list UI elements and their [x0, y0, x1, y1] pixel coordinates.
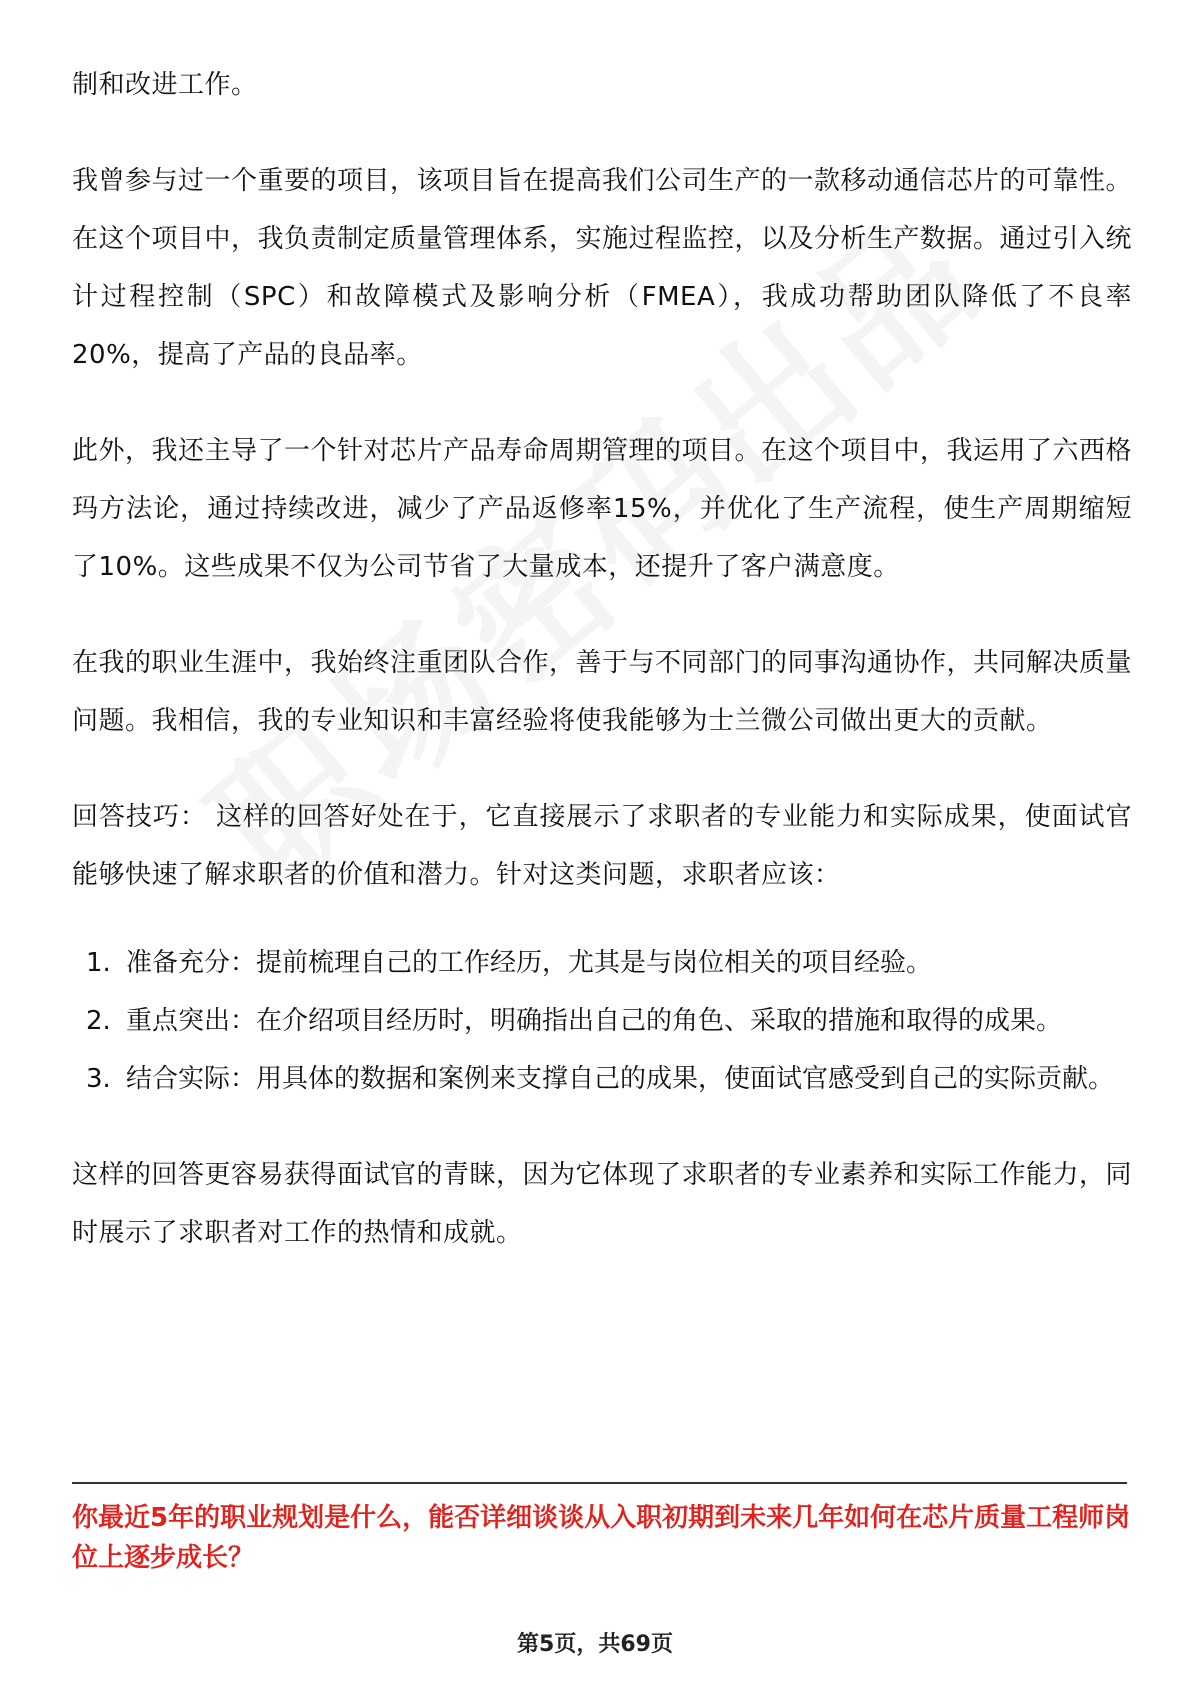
list-item — [72, 934, 1132, 992]
document-body — [72, 56, 1132, 1300]
list-number: 1. — [86, 948, 111, 978]
paragraph-project-lifecycle: 此外，我还主导了一个针对芯片产品寿命周期管理的项目。在这个项目中，我运用了六西格玛方法论，通过持续改进，减少了产品返修率15%，并优化了生产流程，使生产周期缩短了10%。这些成果不仅为公司节省了大量成本，还提升了客户满意度。 — [72, 436, 1133, 582]
list-item — [72, 992, 1132, 1050]
section-divider — [72, 1482, 1127, 1484]
page-footer: 第5页，共69页 — [517, 1632, 673, 1657]
paragraph-project-reliability: 我曾参与过一个重要的项目，该项目旨在提高我们公司生产的一款移动通信芯片的可靠性。在这个项目中，我负责制定质量管理体系，实施过程监控，以及分析生产数据。通过引入统计过程控制（SPC）和故障模式及影响分析（FMEA），我成功帮助团队降低了不良率20%，提高了产品的良品率。 — [72, 166, 1133, 370]
list-number: 2. — [86, 1006, 111, 1036]
paragraph-teamwork: 在我的职业生涯中，我始终注重团队合作，善于与不同部门的同事沟通协作，共同解决质量问题。我相信，我的专业知识和丰富经验将使我能够为士兰微公司做出更大的贡献。 — [72, 648, 1133, 736]
next-question-heading: 你最近5年的职业规划是什么，能否详细谈谈从入职初期到未来几年如何在芯片质量工程师岗位上逐步成长？ — [72, 1503, 1131, 1573]
tips-list — [72, 934, 1132, 1108]
paragraph-closing: 这样的回答更容易获得面试官的青睐，因为它体现了求职者的专业素养和实际工作能力，同时展示了求职者对工作的热情和成就。 — [72, 1160, 1133, 1248]
list-item-text: 结合实际：用具体的数据和案例来支撑自己的成果，使面试官感受到自己的实际贡献。 — [126, 1064, 1115, 1094]
list-number: 3. — [86, 1064, 111, 1094]
list-item-text: 准备充分：提前梳理自己的工作经历，尤其是与岗位相关的项目经验。 — [126, 948, 933, 978]
list-item — [72, 1050, 1132, 1108]
list-item-text: 重点突出：在介绍项目经历时，明确指出自己的角色、采取的措施和取得的成果。 — [126, 1006, 1063, 1036]
paragraph-answer-tips: 回答技巧： 这样的回答好处在于，它直接展示了求职者的专业能力和实际成果，使面试官能够快速了解求职者的价值和潜力。针对这类问题，求职者应该： — [72, 802, 1132, 890]
paragraph-continuation: 制和改进工作。 — [72, 70, 258, 100]
